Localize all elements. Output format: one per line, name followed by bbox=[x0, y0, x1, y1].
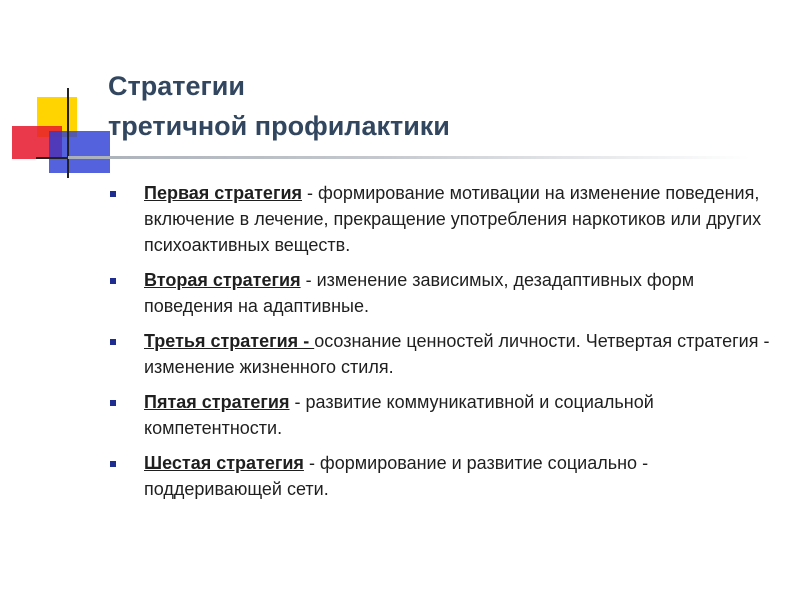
strategy-term: Третья стратегия - bbox=[144, 331, 315, 351]
list-item-strategy-6 bbox=[110, 450, 770, 502]
strategy-description: - формирование и развитие социально - поддеривающей сети. bbox=[144, 453, 649, 499]
square-bullet-icon bbox=[110, 191, 116, 197]
list-item-strategy-1 bbox=[110, 180, 770, 258]
list-item-strategy-2 bbox=[110, 267, 770, 319]
title-line-1: Стратегии bbox=[108, 71, 245, 101]
square-bullet-icon bbox=[110, 339, 116, 345]
list-item-strategy-5 bbox=[110, 389, 770, 441]
title-line-2: третичной профилактики bbox=[108, 111, 450, 141]
strategy-term: Вторая стратегия bbox=[144, 270, 301, 290]
square-bullet-icon bbox=[110, 278, 116, 284]
slide-title bbox=[108, 66, 450, 146]
strategy-description: - изменение зависимых, дезадаптивных форм поведения на адаптивные. bbox=[144, 270, 695, 316]
blue-square bbox=[49, 131, 110, 173]
strategy-term: Шестая стратегия bbox=[144, 453, 304, 473]
strategy-description: - формирование мотивации на изменение поведения, включение в лечение, прекращение употребления наркотиков или других психоактивных веществ. bbox=[144, 183, 762, 255]
strategy-term: Пятая стратегия bbox=[144, 392, 290, 412]
strategy-list bbox=[110, 180, 770, 511]
strategy-description: - развитие коммуникативной и социальной компетентности. bbox=[144, 392, 654, 438]
strategy-term: Первая стратегия bbox=[144, 183, 303, 203]
square-bullet-icon bbox=[110, 400, 116, 406]
list-item-strategy-3 bbox=[110, 328, 770, 380]
strategy-description: осознание ценностей личности. Четвертая стратегия - изменение жизненного стиля. bbox=[144, 331, 770, 377]
title-divider bbox=[68, 156, 750, 159]
square-bullet-icon bbox=[110, 461, 116, 467]
